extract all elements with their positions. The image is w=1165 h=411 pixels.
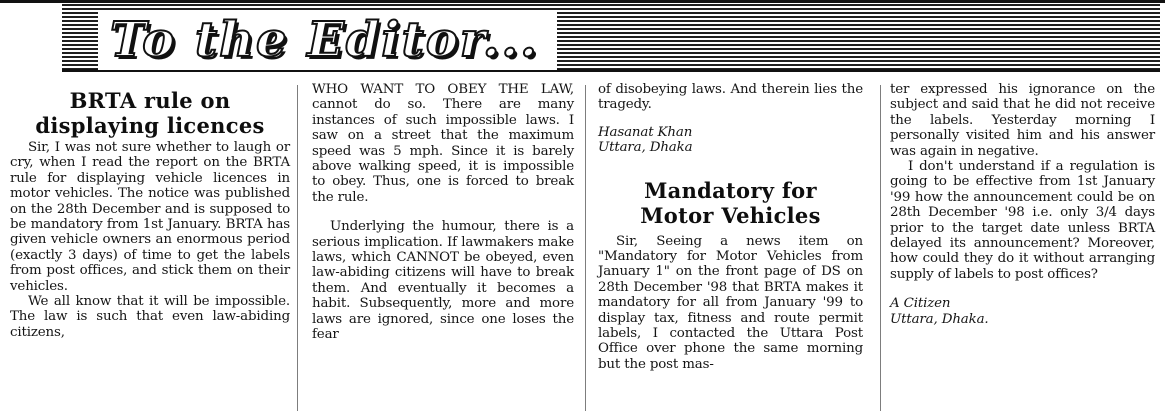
article2-paragraph-1: Sir, Seeing a news item on "Mandatory for Motor Vehicles from January 1" on the front page of DS on 28th December '98 that BRTA makes it mandatory for all from January '99 to display tax, fitness and route permit labels, I contacted the Uttara Post Office over phone the same morning but the post mas- [598, 233, 863, 372]
article1-paragraph-3-continued: of disobeying laws. And therein lies the tragedy. [598, 82, 863, 113]
column-divider [585, 85, 586, 411]
article1-paragraph-1: Sir, I was not sure whether to laugh or cry, when I read the report on the BRTA rule for displaying vehicle licences in motor vehicles. The notice was published on the 28th December and is supposed to be mandatory from 1st January. BRTA has given vehicle owners an enormous period (exactly 3 days) of time to get the labels from post offices, and stick them on their vehicles. [10, 140, 290, 294]
article2-signature-place: Uttara, Dhaka. [890, 311, 989, 327]
article1-paragraph-2: We all know that it will be impossible. The law is such that even law-abiding citizens, [10, 294, 290, 340]
column-4 [890, 82, 1155, 327]
article2-signature-name: A Citizen [890, 296, 951, 312]
column-1 [10, 82, 290, 340]
article2-paragraph-1-continued: ter expressed his ignorance on the subject and said that he did not receive the labels. Yesterday morning I personally visited him and his answer was again in negative. [890, 82, 1155, 159]
article2-headline: Mandatory for Motor Vehicles [640, 177, 821, 228]
column-divider [880, 85, 881, 411]
letters-banner [0, 0, 1165, 78]
column-2 [312, 82, 574, 343]
banner-top-rule [0, 0, 1165, 3]
article2-paragraph-2: I don't understand if a regulation is going to be effective from 1st January '99 how the announcement could be on 28th December '98 i.e. only 3/4 days prior to the target date unless BRTA delayed its announcement? Moreover, how could they do it without arranging supply of labels to post offices? [890, 159, 1155, 282]
article1-paragraph-3: Underlying the humour, there is a serious implication. If lawmakers make laws, which CANNOT be obeyed, even law-abiding citizens will have to break them. And eventually it becomes a habit. Subsequently, more and more laws are ignored, since one loses the fear [312, 219, 574, 343]
column-divider [297, 85, 298, 411]
article1-paragraph-2-continued: WHO WANT TO OBEY THE LAW, cannot do so. There are many instances of such impossible laws. I saw on a street that the maximum speed was 5 mph. Since it is barely above walking speed, it is impossible to obey. Thus, one is forced to break the rule. [312, 82, 574, 205]
article1-signature-place: Uttara, Dhaka [598, 140, 693, 156]
banner-title: To the Editor... [98, 10, 557, 70]
article1-signature-name: Hasanat Khan [598, 124, 693, 140]
column-3 [598, 82, 863, 372]
article1-headline: BRTA rule on displaying licences [35, 88, 265, 138]
